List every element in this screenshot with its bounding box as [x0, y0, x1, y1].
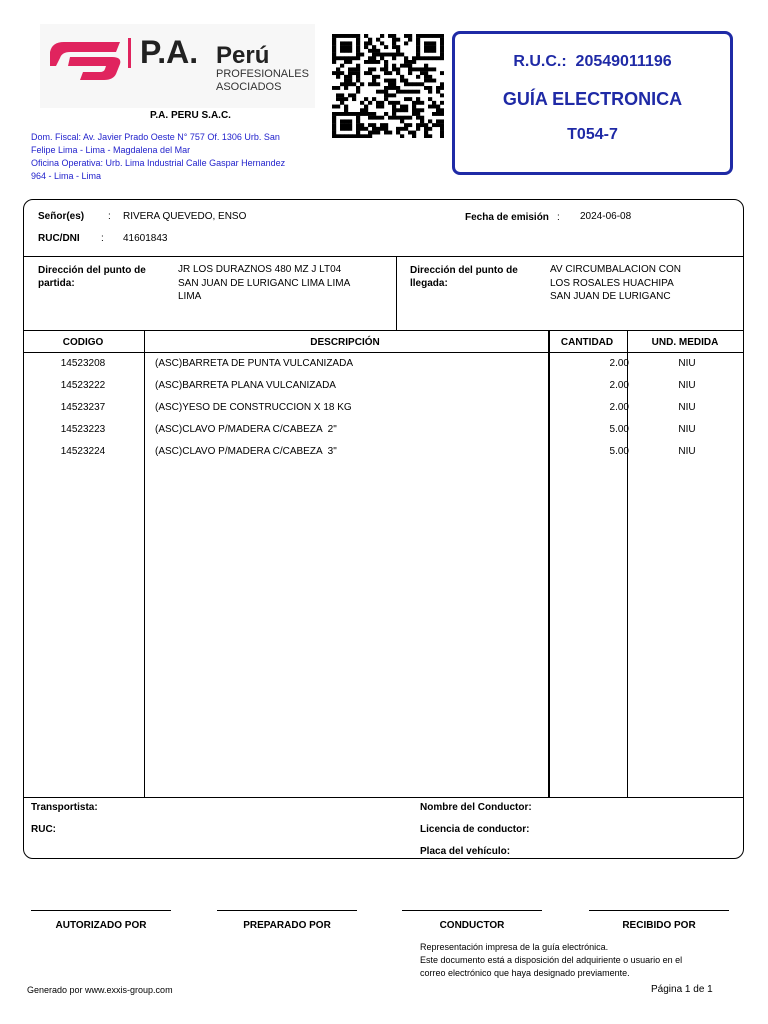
company-address: Dom. Fiscal: Av. Javier Prado Oeste N° 757 Of. 1306 Urb. San Felipe Lima - Lima - Magdalena del Mar Oficina Operativa: Urb. Lima Industrial Calle Gaspar Hernandez 964 - Lima - Lima — [31, 132, 286, 181]
row-descripcion: (ASC)CLAVO P/MADERA C/CABEZA 2" — [155, 424, 337, 435]
logo-tagline-2: ASOCIADOS — [216, 81, 282, 93]
row-codigo: 14523224 — [60, 446, 106, 457]
transport-ruc-label: RUC: — [31, 824, 56, 835]
row-descripcion: (ASC)YESO DE CONSTRUCCION X 18 KG — [155, 402, 352, 413]
rucdni-sep: : — [101, 233, 104, 244]
document-number: T054-7 — [567, 126, 618, 143]
row-und: NIU — [678, 380, 696, 391]
row-descripcion: (ASC)BARRETA PLANA VULCANIZADA — [155, 380, 336, 391]
ruc-value: 20549011196 — [575, 53, 672, 70]
row-descripcion: (ASC)CLAVO P/MADERA C/CABEZA 3" — [155, 446, 337, 457]
row-descripcion: (ASC)BARRETA DE PUNTA VULCANIZADA — [155, 358, 353, 369]
rucdni-label: RUC/DNI — [38, 233, 80, 244]
partida-value: JR LOS DURAZNOS 480 MZ J LT04 SAN JUAN DE LURIGANC LIMA LIMA LIMA — [178, 264, 351, 302]
document-title: GUÍA ELECTRONICA — [502, 89, 683, 109]
signature-recibido: RECIBIDO POR — [622, 920, 696, 931]
row-und: NIU — [678, 402, 696, 413]
row-cantidad: 5.00 — [609, 446, 629, 457]
fecha-value: 2024-06-08 — [580, 211, 632, 222]
senor-value: RIVERA QUEVEDO, ENSO — [123, 211, 247, 222]
qr-code-icon — [332, 34, 444, 138]
legal-note: Representación impresa de la guía electrónica. Este documento está a disposición del adquiriente o usuario en el correo electrónico que haya designado previamente. — [420, 942, 683, 978]
senor-sep: : — [108, 211, 111, 222]
licencia-label: Licencia de conductor: — [420, 824, 530, 835]
row-und: NIU — [678, 446, 696, 457]
signature-line — [217, 910, 357, 911]
ruc-line — [455, 53, 730, 71]
row-codigo: 14523237 — [60, 402, 106, 413]
row-codigo: 14523222 — [60, 380, 106, 391]
row-cantidad: 2.00 — [609, 380, 629, 391]
document-id-box — [452, 31, 733, 175]
signature-line — [402, 910, 542, 911]
transportista-label: Transportista: — [31, 802, 98, 813]
signature-conductor: CONDUCTOR — [439, 920, 505, 931]
company-name: P.A. PERU S.A.C. — [150, 110, 231, 121]
fecha-label: Fecha de emisión — [465, 212, 549, 223]
placa-label: Placa del vehículo: — [420, 846, 511, 857]
logo-brand: P.A. — [140, 34, 199, 70]
row-cantidad: 2.00 — [609, 358, 629, 369]
fecha-sep: : — [557, 212, 560, 223]
llegada-value: AV CIRCUMBALACION CON LOS ROSALES HUACHIPA SAN JUAN DE LURIGANC — [550, 264, 681, 302]
row-codigo: 14523223 — [60, 424, 106, 435]
col-header-cantidad: CANTIDAD — [560, 337, 614, 348]
signature-line — [589, 910, 729, 911]
logo-country: Perú — [216, 42, 270, 69]
row-codigo: 14523208 — [60, 358, 106, 369]
row-und: NIU — [678, 358, 696, 369]
ruc-label: R.U.C.: — [513, 53, 567, 70]
partida-label: Dirección del punto de partida: — [38, 265, 146, 289]
col-header-codigo: CODIGO — [62, 337, 104, 348]
llegada-label: Dirección del punto de llegada: — [410, 265, 518, 289]
signature-preparado: PREPARADO POR — [243, 920, 331, 931]
logo-tagline-1: PROFESIONALES — [216, 68, 309, 80]
company-logo — [40, 24, 315, 108]
rucdni-value: 41601843 — [123, 233, 168, 244]
row-und: NIU — [678, 424, 696, 435]
signature-autorizado: AUTORIZADO POR — [55, 920, 147, 931]
signature-line — [31, 910, 171, 911]
conductor-label: Nombre del Conductor: — [420, 802, 532, 813]
generated-by: Generado por www.exxis-group.com — [27, 985, 173, 995]
page-number: Página 1 de 1 — [651, 984, 713, 995]
row-cantidad: 2.00 — [609, 402, 629, 413]
col-header-und: UND. MEDIDA — [651, 337, 719, 348]
row-cantidad: 5.00 — [609, 424, 629, 435]
senor-label: Señor(es) — [38, 211, 85, 222]
col-header-descripcion: DESCRIPCIÓN — [310, 337, 380, 348]
